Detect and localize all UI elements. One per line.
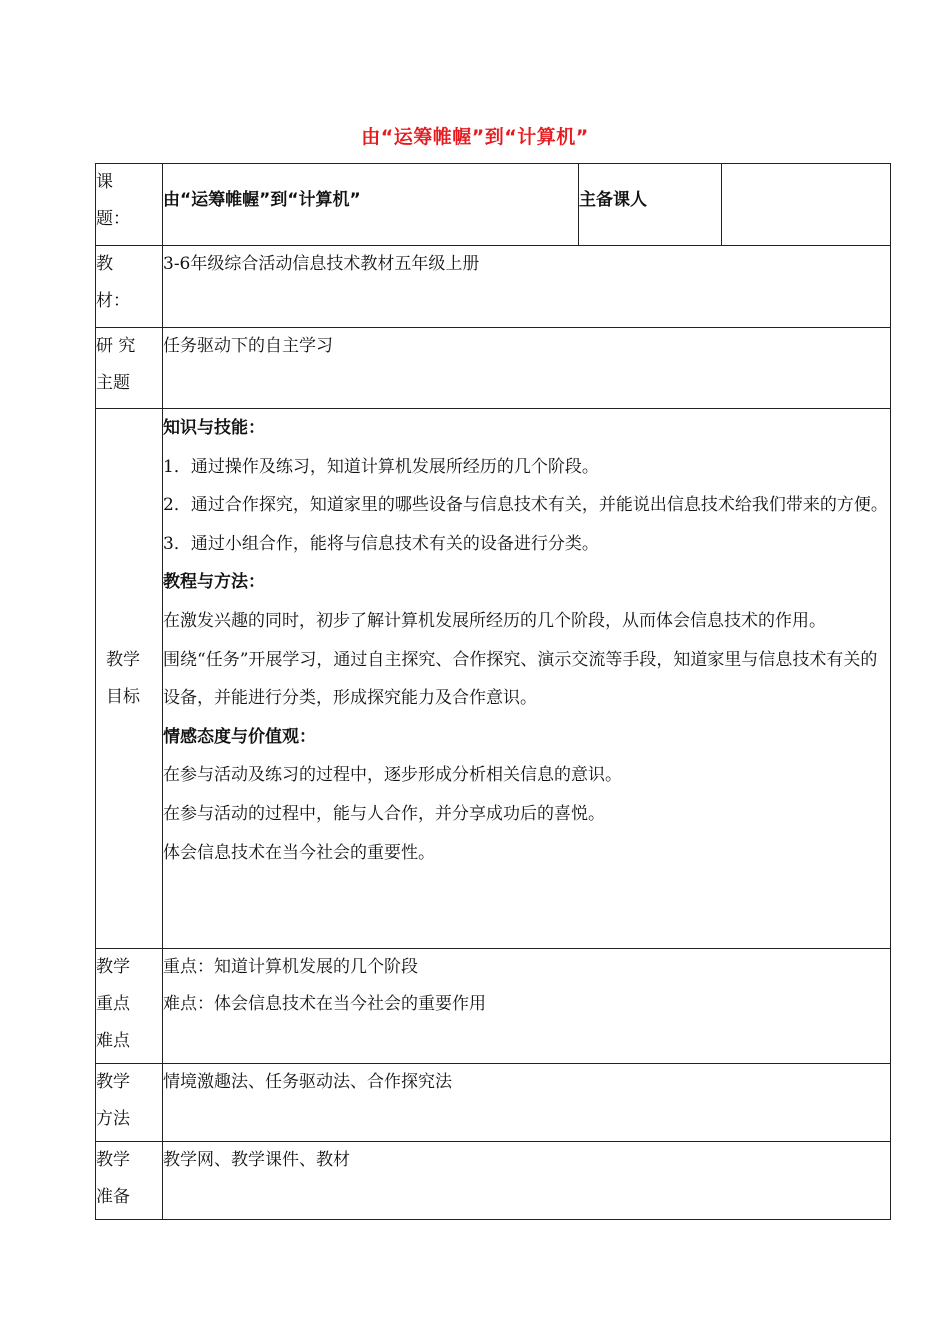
research-value: 任务驱动下的自主学习 [163,328,891,409]
knowledge-item: 3．通过小组合作，能将与信息技术有关的设备进行分类。 [163,533,599,554]
attitude-item: 体会信息技术在当今社会的重要性。 [163,842,435,863]
process-item: 围绕“任务”开展学习，通过自主探究、合作探究、演示交流等手段，知道家里与信息技术有关的设备，并能进行分类，形成探究能力及合作意识。 [163,649,878,709]
material-label: 教 材： [96,246,163,328]
key-point: 重点：知道计算机发展的几个阶段 [163,957,418,977]
row-research [96,328,891,409]
row-topic [96,164,891,246]
attitude-heading: 情感态度与价值观： [163,726,316,747]
lesson-plan-table [95,163,891,1220]
keypoints-label: 教学 重点 难点 [96,949,163,1064]
preparation-label: 教学 准备 [96,1142,163,1220]
material-value: 3-6年级综合活动信息技术教材五年级上册 [163,246,891,328]
row-material [96,246,891,328]
methods-label: 教学 方法 [96,1064,163,1142]
topic-value: 由“运筹帷幄”到“计算机” [163,164,579,246]
goals-content [163,409,891,949]
attitude-item: 在参与活动的过程中，能与人合作，并分享成功后的喜悦。 [163,803,605,824]
research-label: 研 究 主题 [96,328,163,409]
topic-label: 课 题： [96,164,163,246]
preparation-value: 教学网、教学课件、教材 [163,1142,891,1220]
knowledge-item: 2．通过合作探究，知道家里的哪些设备与信息技术有关，并能说出信息技术给我们带来的方便。 [163,495,888,516]
row-goals [96,409,891,949]
knowledge-heading: 知识与技能： [163,418,265,438]
process-item: 在激发兴趣的同时，初步了解计算机发展所经历的几个阶段，从而体会信息技术的作用。 [163,610,826,631]
difficult-point: 难点：体会信息技术在当今社会的重要作用 [163,994,486,1014]
goals-label: 教学 目标 [96,409,163,949]
knowledge-item: 1．通过操作及练习，知道计算机发展所经历的几个阶段。 [163,456,599,477]
methods-value: 情境激趣法、任务驱动法、合作探究法 [163,1064,891,1142]
document-title: 由“运筹帷幄”到“计算机” [361,126,589,148]
row-methods [96,1064,891,1142]
lead-teacher-value [722,164,891,246]
attitude-item: 在参与活动及练习的过程中，逐步形成分析相关信息的意识。 [163,765,622,786]
lead-teacher-label: 主备课人 [579,164,722,246]
keypoints-content [163,949,891,1064]
row-preparation [96,1142,891,1220]
row-keypoints [96,949,891,1064]
process-heading: 教程与方法： [163,572,265,593]
